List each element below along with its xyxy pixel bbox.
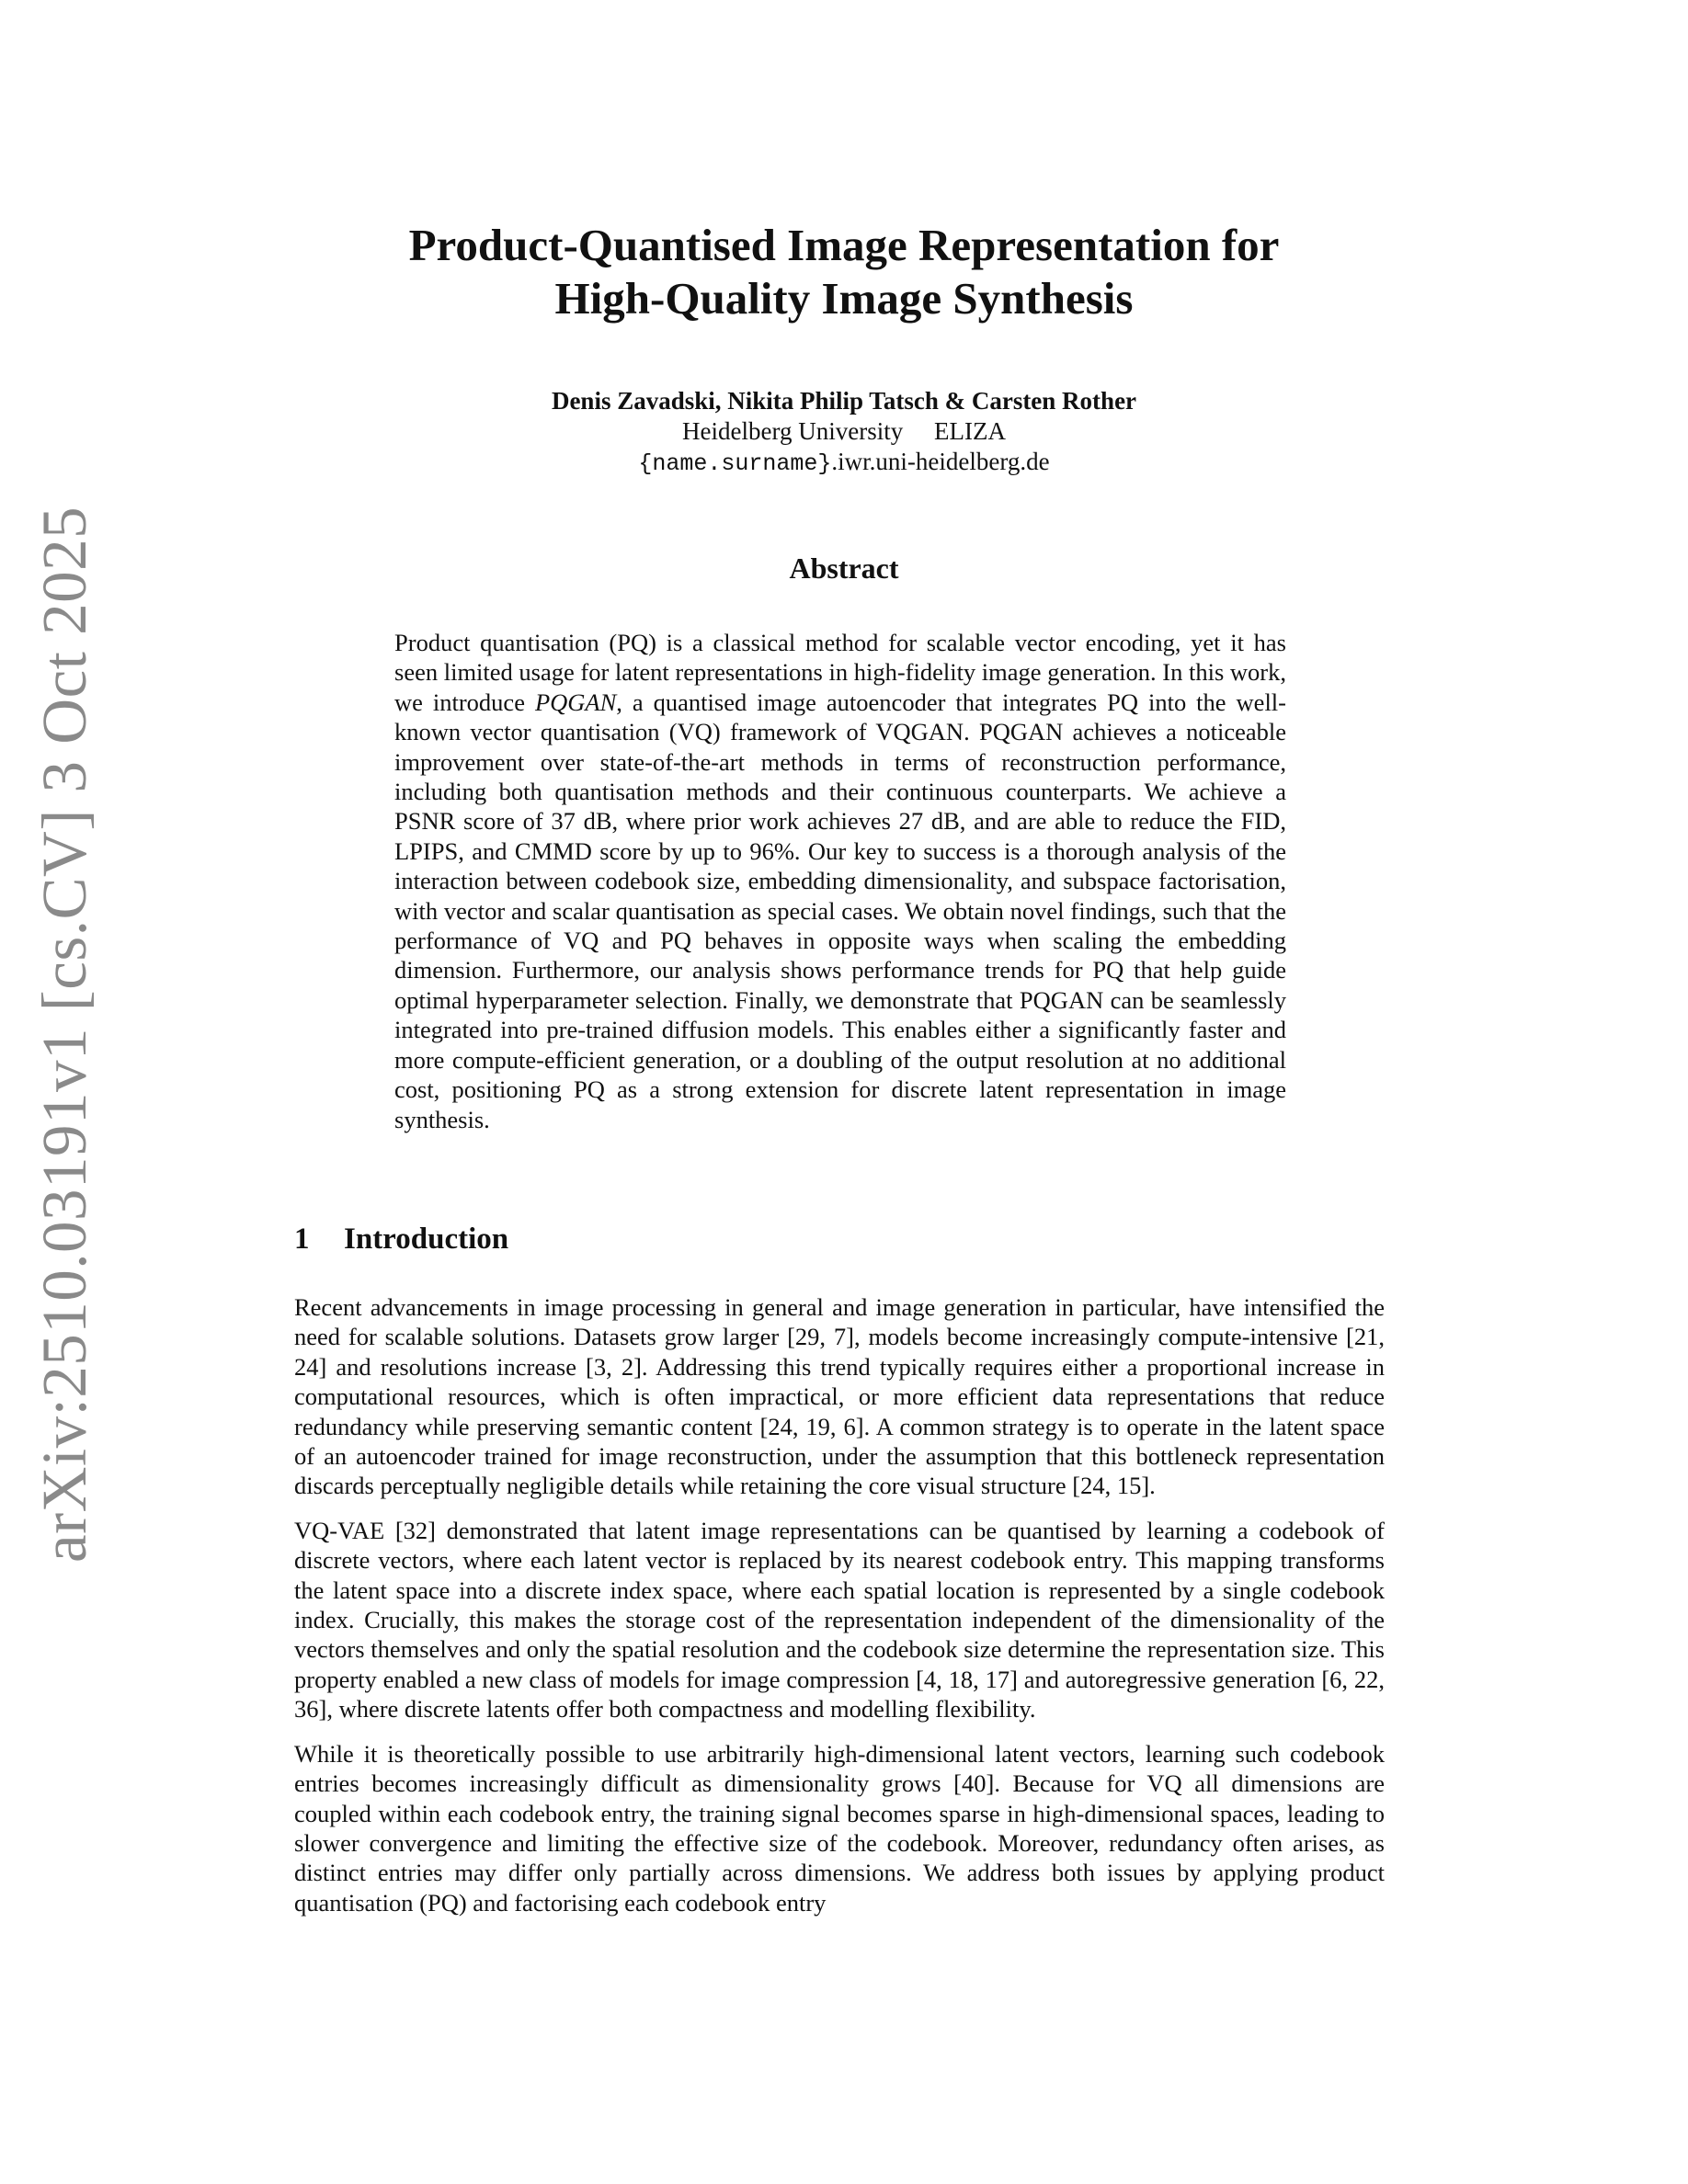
abstract-heading: Abstract — [789, 552, 899, 585]
abstract-text-part-1: Product quantisation (PQ) is a classical method for scalable vector encoding, yet it has seen limited usage for latent representations in high-fidelity image generation. In this work, we introduce — [394, 629, 1286, 716]
intro-paragraph-1: Recent advancements in image processing in general and image generation in particular, have intensified the need for scalable solutions. Datasets grow larger [29, 7], models become increasingly compute-intensive [21, 24] and resolutions increase [3, 2]. Addressing this trend typically requires either a proportional increase in computational resources, which is often impractical, or more efficient data representations that reduce redundancy while preserving semantic content [24, 19, 6]. A common strategy is to operate in the latent space of an autoencoder trained for image reconstruction, under the assumption that this bottleneck representation discards perceptually negligible details while retaining the core visual structure [24, 15]. — [294, 1293, 1385, 1500]
title-line-2: High-Quality Image Synthesis — [554, 273, 1134, 324]
abstract-model-name: PQGAN — [534, 688, 617, 716]
affiliation-heidelberg: Heidelberg University — [682, 417, 904, 445]
affiliation-eliza: ELIZA — [933, 417, 1006, 445]
paper-title — [292, 219, 1396, 325]
author-block — [292, 386, 1396, 479]
author-email — [292, 447, 1396, 479]
email-user-part: {name.surname} — [638, 450, 832, 477]
abstract-text-part-2: , a quantised image autoencoder that integrates PQ into the well-known vector quantisation (VQ) framework of VQGAN. PQGAN achieves a noticeable improvement over state-of-the-art methods in terms of reconstruction performance, including both quantisation methods and their continuous counterparts. We achieve a PSNR score of 37 dB, where prior work achieves 27 dB, and are able to reduce the FID, LPIPS, and CMMD score by up to 96%. Our key to success is a thorough analysis of the interaction between codebook size, embedding dimensionality, and subspace factorisation, with vector and scalar quantisation as special cases. We obtain novel findings, such that the performance of VQ and PQ behaves in opposite ways when scaling the embedding dimension. Furthermore, our analysis shows performance trends for PQ that help guide optimal hyperparameter selection. Finally, we demonstrate that PQGAN can be seamlessly integrated into pre-trained diffusion models. This enables either a significantly faster and more compute-efficient generation, or a doubling of the output resolution at no additional cost, positioning PQ as a strong extension for discrete latent representation in image synthesis. — [394, 688, 1286, 1133]
intro-paragraph-2: VQ-VAE [32] demonstrated that latent image representations can be quantised by learning a codebook of discrete vectors, where each latent vector is replaced by its nearest codebook entry. This mapping transforms the latent space into a discrete index space, where each spatial location is represented by a single codebook index. Crucially, this makes the storage cost of the representation independent of the dimensionality of the vectors themselves and only the spatial resolution and the codebook size determine the representation size. This property enabled a new class of models for image compression [4, 18, 17] and autoregressive generation [6, 22, 36], where discrete latents offer both compactness and modelling flexibility. — [294, 1516, 1385, 1723]
introduction-body — [294, 1292, 1385, 1932]
affiliations — [292, 416, 1396, 447]
section-title: Introduction — [344, 1223, 509, 1256]
abstract-text — [394, 628, 1286, 1134]
arxiv-identifier-stamp: arXiv:2510.03191v1 [cs.CV] 3 Oct 2025 — [29, 506, 99, 1563]
section-heading-introduction — [294, 1221, 1397, 1257]
intro-paragraph-3: While it is theoretically possible to use arbitrarily high-dimensional latent vectors, learning such codebook entries becomes increasingly difficult as dimensionality grows [40]. Because for VQ all dimensions are coupled within each codebook entry, the training signal becomes sparse in high-dimensional spaces, leading to slower convergence and limiting the effective size of the codebook. Moreover, redundancy often arises, as distinct entries may differ only partially across dimensions. We address both issues by applying product quantisation (PQ) and factorising each codebook entry — [294, 1739, 1385, 1917]
email-domain-part: .iwr.uni-heidelberg.de — [831, 448, 1050, 475]
section-number: 1 — [294, 1223, 310, 1256]
author-names: Denis Zavadski, Nikita Philip Tatsch & Carsten Rother — [551, 387, 1137, 415]
title-line-1: Product-Quantised Image Representation for — [408, 220, 1280, 270]
